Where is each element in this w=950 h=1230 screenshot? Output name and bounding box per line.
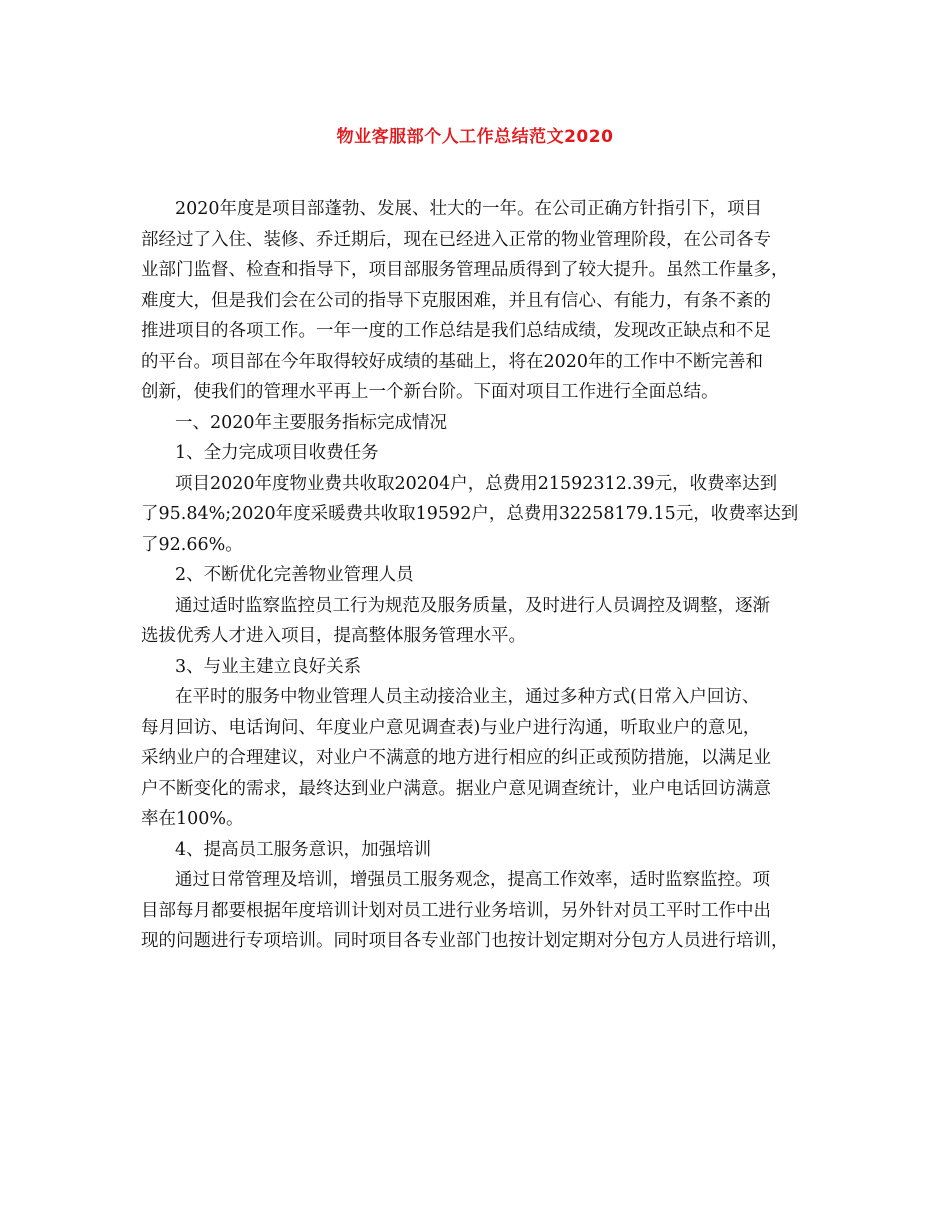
text-line: 业部门监督、检查和指导下，项目部服务管理品质得到了较大提升。虽然工作量多， [141,260,789,280]
text-line: 现的问题进行专项培训。同时项目各专业部门也按计划定期对分包方人员进行培训， [141,931,789,951]
document-body [141,194,821,957]
text-line: 创新，使我们的管理水平再上一个新台阶。下面对项目工作进行全面总结。 [141,382,719,402]
text-line: 2、不断优化完善物业管理人员 [175,565,414,585]
text-line: 选拔优秀人才进入项目，提高整体服务管理水平。 [141,626,526,646]
text-line: 的平台。项目部在今年取得较好成绩的基础上，将在2020年的工作中不断完善和 [141,351,764,372]
text-line: 户不断变化的需求，最终达到业户满意。据业户意见调查统计，业户电话回访满意 [141,778,771,799]
text-line: 难度大，但是我们会在公司的指导下克服困难，并且有信心、有能力，有条不紊的 [141,290,771,311]
text-line: 一、2020年主要服务指标完成情况 [175,412,448,433]
text-line: 采纳业户的合理建议，对业户不满意的地方进行相应的纠正或预防措施，以满足业 [141,748,771,768]
text-line: 4、提高员工服务意识，加强培训 [175,839,432,860]
document-title: 物业客服部个人工作总结范文2020 [336,127,614,147]
text-line: 了95.84%;2020年度采暖费共收取19592户，总费用32258179.15元，收费率达到 [141,504,799,524]
text-line: 3、与业主建立良好关系 [175,656,362,677]
text-line: 率在100%。 [141,809,244,829]
text-line: 每月回访、电话询问、年度业户意见调查表)与业户进行沟通，听取业户的意见， [141,717,761,738]
text-line: 目部每月都要根据年度培训计划对员工进行业务培训，另外针对员工平时工作中出 [141,900,771,921]
text-line: 在平时的服务中物业管理人员主动接洽业主，通过多种方式(日常入户回访、 [175,687,760,707]
text-line: 项目2020年度物业费共收取20204户，总费用21592312.39元，收费率达到 [175,473,778,494]
text-line: 通过日常管理及培训，增强员工服务观念，提高工作效率，适时监察监控。项 [175,870,770,890]
text-line: 通过适时监察监控员工行为规范及服务质量，及时进行人员调控及调整，逐渐 [175,595,770,616]
text-line: 2020年度是项目部蓬勃、发展、壮大的一年。在公司正确方针指引下，项目 [175,199,763,219]
text-line: 推进项目的各项工作。一年一度的工作总结是我们总结成绩，发现改正缺点和不足 [141,321,771,341]
text-line: 1、全力完成项目收费任务 [175,443,379,463]
text-line: 了92.66%。 [141,534,243,555]
text-line: 部经过了入住、装修、乔迁期后，现在已经进入正常的物业管理阶段，在公司各专 [141,229,771,250]
